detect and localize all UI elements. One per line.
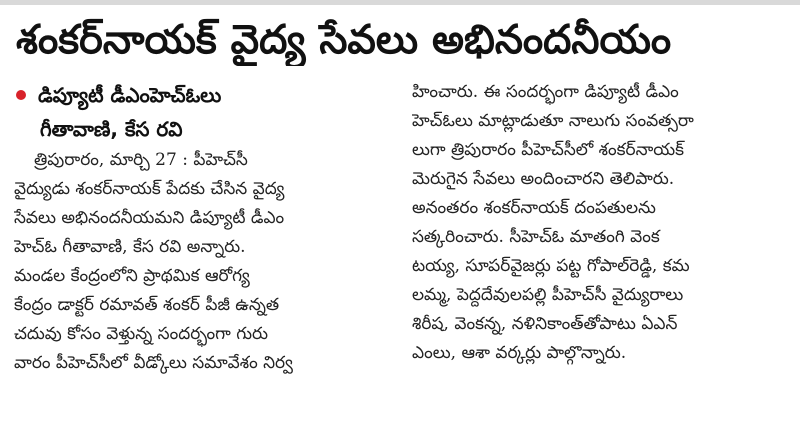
body-line: సేవలు అభినందనీయమని డిప్యూటీ డీఎం (14, 208, 285, 228)
bullet-icon (16, 90, 26, 100)
right-column (412, 78, 790, 368)
body-line: ఎంలు, ఆశా వర్కర్లు పాల్గొన్నారు. (412, 343, 627, 363)
byline-line-2: గీతావాణి, కేస రవి (40, 117, 183, 141)
body-line: టయ్య, సూపర్‌వైజర్లు పట్ట గోపాల్‌రెడ్డి, కమ (412, 256, 690, 276)
body-line: వారం పీహెచ్‌సీలో వీడ్కోలు సమావేశం నిర్వ (14, 353, 293, 373)
body-line: వైద్యుడు శంకర్‌నాయక్ పేదకు చేసిన వైద్య (14, 179, 285, 199)
body-line: లమ్మ, పెద్దదేవులపల్లి పీహెచ్‌సీ వైద్యురాలు (412, 285, 684, 305)
byline (14, 78, 392, 146)
body-line: లుగా త్రిపురారం పీహెచ్‌సీలో శంకర్‌నాయక్ (412, 140, 685, 160)
body-line: హెచ్‌ఓలు మాట్లాడుతూ నాలుగు సంవత్సరా (412, 111, 694, 131)
body-line: శిరీష, వెంకన్న, నళినికాంత్‌తోపాటు ఏఎన్ (412, 314, 678, 334)
body-line: హించారు. ఈ సందర్భంగా డిప్యూటీ డీఎం (412, 82, 679, 102)
body-line: హెచ్‌ఓ గీతావాణి, కేస రవి అన్నారు. (14, 237, 246, 257)
top-rule (0, 0, 800, 5)
headline: శంకర్‌నాయక్ వైద్య సేవలు అభినందనీయం (16, 17, 672, 63)
byline-line-1: డిప్యూటీ డీఎంహెచ్‌ఓలు (38, 83, 222, 107)
body-line: అనంతరం శంకర్‌నాయక్ దంపతులను (412, 198, 656, 218)
body-line: త్రిపురారం, మార్చి 27 : పీహెచ్‌సీ (34, 150, 248, 170)
body-line: సత్కరించారు. సీహెచ్‌ఓ మాతంగి వెంక (412, 227, 660, 247)
body-line: చదువు కోసం వెళ్తున్న సందర్భంగా గురు (14, 324, 268, 344)
body-line: కేంద్రం డాక్టర్ రమావత్ శంకర్ పీజీ ఉన్నత (14, 295, 280, 315)
left-column (14, 78, 392, 378)
body-line: మెరుగైన సేవలు అందించారని తెలిపారు. (412, 169, 675, 189)
body-line: మండల కేంద్రంలోని ప్రాథమిక ఆరోగ్య (14, 266, 250, 286)
